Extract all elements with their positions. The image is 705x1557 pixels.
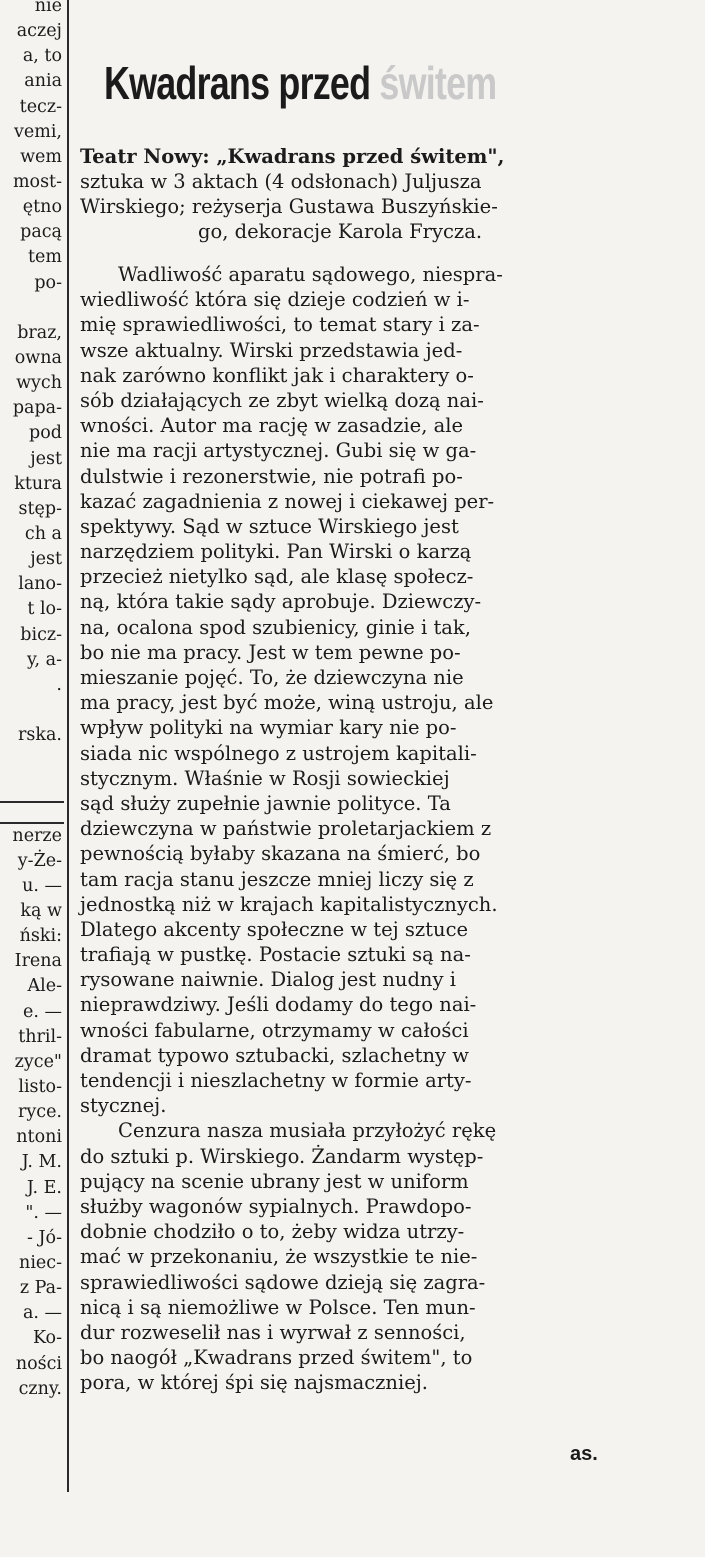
left-column-line: nie — [34, 0, 62, 16]
left-column-line: braz, — [17, 322, 62, 343]
headline-faded: świtem — [379, 57, 497, 109]
credits-line: sztuka w 3 aktach (4 odsłonach) Juljusza — [80, 170, 482, 193]
left-column-line: . — [56, 674, 62, 695]
left-column-line: owna — [14, 347, 62, 368]
body-line: bo naogół „Kwadrans przed świtem", to — [80, 1346, 473, 1370]
body-line: rysowane naiwnie. Dialog jest nudny i — [80, 968, 456, 992]
left-column-line: most- — [12, 171, 62, 192]
article-body — [80, 262, 600, 1395]
body-line: wności fabularne, otrzymamy w całości — [80, 1018, 469, 1042]
left-column-line: tem — [28, 247, 62, 268]
left-column-line: listo- — [18, 1077, 62, 1098]
body-line: ma pracy, jest być może, winą ustroju, ale — [80, 691, 494, 715]
body-line: sąd służy zupełnie jawnie polityce. Ta — [80, 791, 451, 815]
left-column-line: zyce" — [14, 1051, 62, 1072]
body-line: wności. Autor ma rację w zasadzie, ale — [80, 414, 464, 438]
section-rule — [0, 822, 64, 824]
left-column-line: ch a — [24, 523, 62, 544]
left-column-line: z Pa- — [19, 1278, 62, 1299]
body-line: nicą i są niemożliwe w Polsce. Ten mun- — [80, 1295, 476, 1319]
left-column-line: lano- — [18, 574, 62, 595]
left-column-line: J. E. — [26, 1177, 62, 1198]
body-line: trafiają w pustkę. Postacie sztuki są na- — [80, 943, 471, 967]
left-column-line: a, to — [22, 46, 62, 67]
left-column-line: jest — [30, 448, 62, 469]
left-column-line — [0, 698, 64, 723]
body-line: nak zarówno konflikt jak i charaktery o- — [80, 363, 474, 387]
credits-line: go, dekoracje Karola Frycza. — [197, 220, 483, 243]
body-line: kazać zagadnienia z nowej i ciekawej per- — [80, 489, 495, 513]
left-column-line: ką w — [20, 901, 62, 922]
left-column-line: thril- — [18, 1026, 62, 1047]
left-column-line: ". — — [25, 1202, 62, 1223]
body-line: ną, która takie sądy aprobuje. Dziewczy- — [80, 590, 482, 614]
section-rule — [0, 801, 64, 803]
left-column-line: aczej — [16, 21, 62, 42]
credits-line: Teatr Nowy: „Kwadrans przed świtem", — [80, 145, 505, 168]
left-column-line: tecz- — [19, 96, 62, 117]
left-column-line: bicz- — [20, 624, 62, 645]
body-line: nieprawdziwy. Jeśli dodamy do tego nai- — [80, 993, 477, 1017]
body-line: pora, w której śpi się najsmaczniej. — [80, 1371, 428, 1395]
left-column-line: ania — [24, 71, 62, 92]
body-line: jednostką niż w krajach kapitalistycznych. — [80, 892, 498, 916]
left-column-line: stęp- — [18, 498, 62, 519]
body-line: do sztuki p. Wirskiego. Żandarm występ- — [80, 1144, 484, 1168]
left-column-line: y-Że- — [17, 850, 62, 871]
body-line: pujący na scenie ubrany jest w uniform — [80, 1169, 469, 1193]
body-line: Dlatego akcenty społeczne w tej sztuce — [80, 917, 469, 941]
headline-main: Kwadrans przed — [104, 57, 380, 109]
body-line: siada nic wspólnego z ustrojem kapitali- — [80, 741, 477, 765]
article-headline — [104, 56, 496, 110]
left-column-line: J. M. — [21, 1152, 62, 1173]
body-line: sób działających ze zbyt wielką dozą nai- — [80, 388, 484, 412]
left-column-line: y, a- — [26, 649, 62, 670]
left-column-line: ętno — [22, 197, 62, 218]
left-column-line: ntoni — [16, 1127, 62, 1148]
left-column-line: vemi, — [14, 121, 62, 142]
left-column-line: papa- — [12, 398, 62, 419]
left-column-line: jest — [30, 549, 62, 570]
body-line: nie ma racji artystycznej. Gubi się w ga- — [80, 439, 477, 463]
body-line: przecież nietylko sąd, ale klasę społecz- — [80, 565, 474, 589]
left-column-line: ński: — [19, 926, 62, 947]
body-line: Wadliwość aparatu sądowego, niespra- — [118, 263, 503, 286]
left-column-line: e. — — [23, 1001, 62, 1022]
author-signature: as. — [570, 1443, 598, 1465]
body-line: Cenzura nasza musiała przyłożyć rękę — [118, 1119, 497, 1143]
left-column-fragment — [0, 0, 64, 1402]
left-column-line: Ko- — [32, 1328, 62, 1349]
body-line: pewnością byłaby skazana na śmierć, bo — [80, 842, 481, 866]
body-line: dobnie chodziło o to, żeby widza utrzy- — [80, 1220, 465, 1244]
body-line: bo nie ma pracy. Jest w tem pewne po- — [80, 640, 461, 664]
body-line: tendencji i nieszlachetny w formie arty- — [80, 1069, 472, 1092]
body-line: tam racja stanu jeszcze mniej liczy się z — [80, 867, 474, 891]
left-column-line: ktura — [14, 473, 62, 494]
left-column-line: - Jó- — [27, 1227, 62, 1248]
left-column-line: ności — [15, 1353, 62, 1374]
left-column-line: t lo- — [27, 599, 62, 620]
body-line: dramat typowo sztubacki, szlachetny w — [80, 1043, 469, 1067]
body-line: na, ocalona spod szubienicy, ginie i tak, — [80, 615, 471, 639]
left-column-line: ryce. — [18, 1102, 62, 1123]
left-column-line: pod — [29, 423, 62, 444]
left-column-line — [0, 773, 64, 798]
body-line: stycznej. — [80, 1094, 167, 1118]
body-line: wsze aktualny. Wirski przedstawia jed- — [80, 338, 463, 362]
body-line: dziewczyna w państwie proletarjackiem z — [80, 817, 492, 841]
body-line: mieszanie pojęć. To, że dziewczyna nie — [80, 666, 464, 689]
left-column-line: wem — [20, 146, 62, 167]
body-line: stycznym. Właśnie w Rosji sowieckiej — [80, 766, 450, 790]
left-column-line: a. — — [22, 1303, 62, 1324]
left-column-line — [0, 748, 64, 773]
left-column-line: czny. — [18, 1378, 62, 1399]
body-line: służby wagonów sypialnych. Prawdopo- — [80, 1194, 472, 1218]
body-line: wpływ polityki na wymiar kary nie po- — [80, 716, 457, 740]
left-column-line: rska. — [18, 725, 62, 746]
body-line: mać w przekonaniu, że wszystkie te nie- — [80, 1245, 478, 1269]
article-credits — [80, 144, 600, 244]
left-column-line: u. — — [22, 875, 62, 896]
body-line: dulstwie i rezonerstwie, nie potrafi po- — [80, 464, 463, 488]
body-line: narzędziem polityki. Pan Wirski o karzą — [80, 540, 472, 564]
left-column-line: niec- — [19, 1253, 62, 1274]
body-line: mię sprawiedliwości, to temat stary i za- — [80, 313, 480, 337]
body-line: spektywy. Sąd w sztuce Wirskiego jest — [80, 514, 459, 538]
left-column-line — [0, 296, 64, 321]
left-column-line: wych — [16, 373, 62, 394]
left-column-line: Ale- — [27, 976, 62, 997]
credits-line: Wirskiego; reżyserja Gustawa Buszyńskie- — [80, 195, 498, 218]
left-column-line: po- — [34, 272, 62, 293]
body-line: wiedliwość która się dzieje codzień w i- — [80, 288, 470, 312]
column-divider — [67, 0, 69, 1492]
body-line: dur rozweselił nas i wyrwał z senności, — [80, 1320, 466, 1344]
left-column-line: Irena — [14, 951, 62, 972]
left-column-line: nerze — [12, 825, 62, 846]
left-column-line: pacą — [20, 222, 62, 243]
body-line: sprawiedliwości sądowe dzieją się zagra- — [80, 1270, 486, 1294]
